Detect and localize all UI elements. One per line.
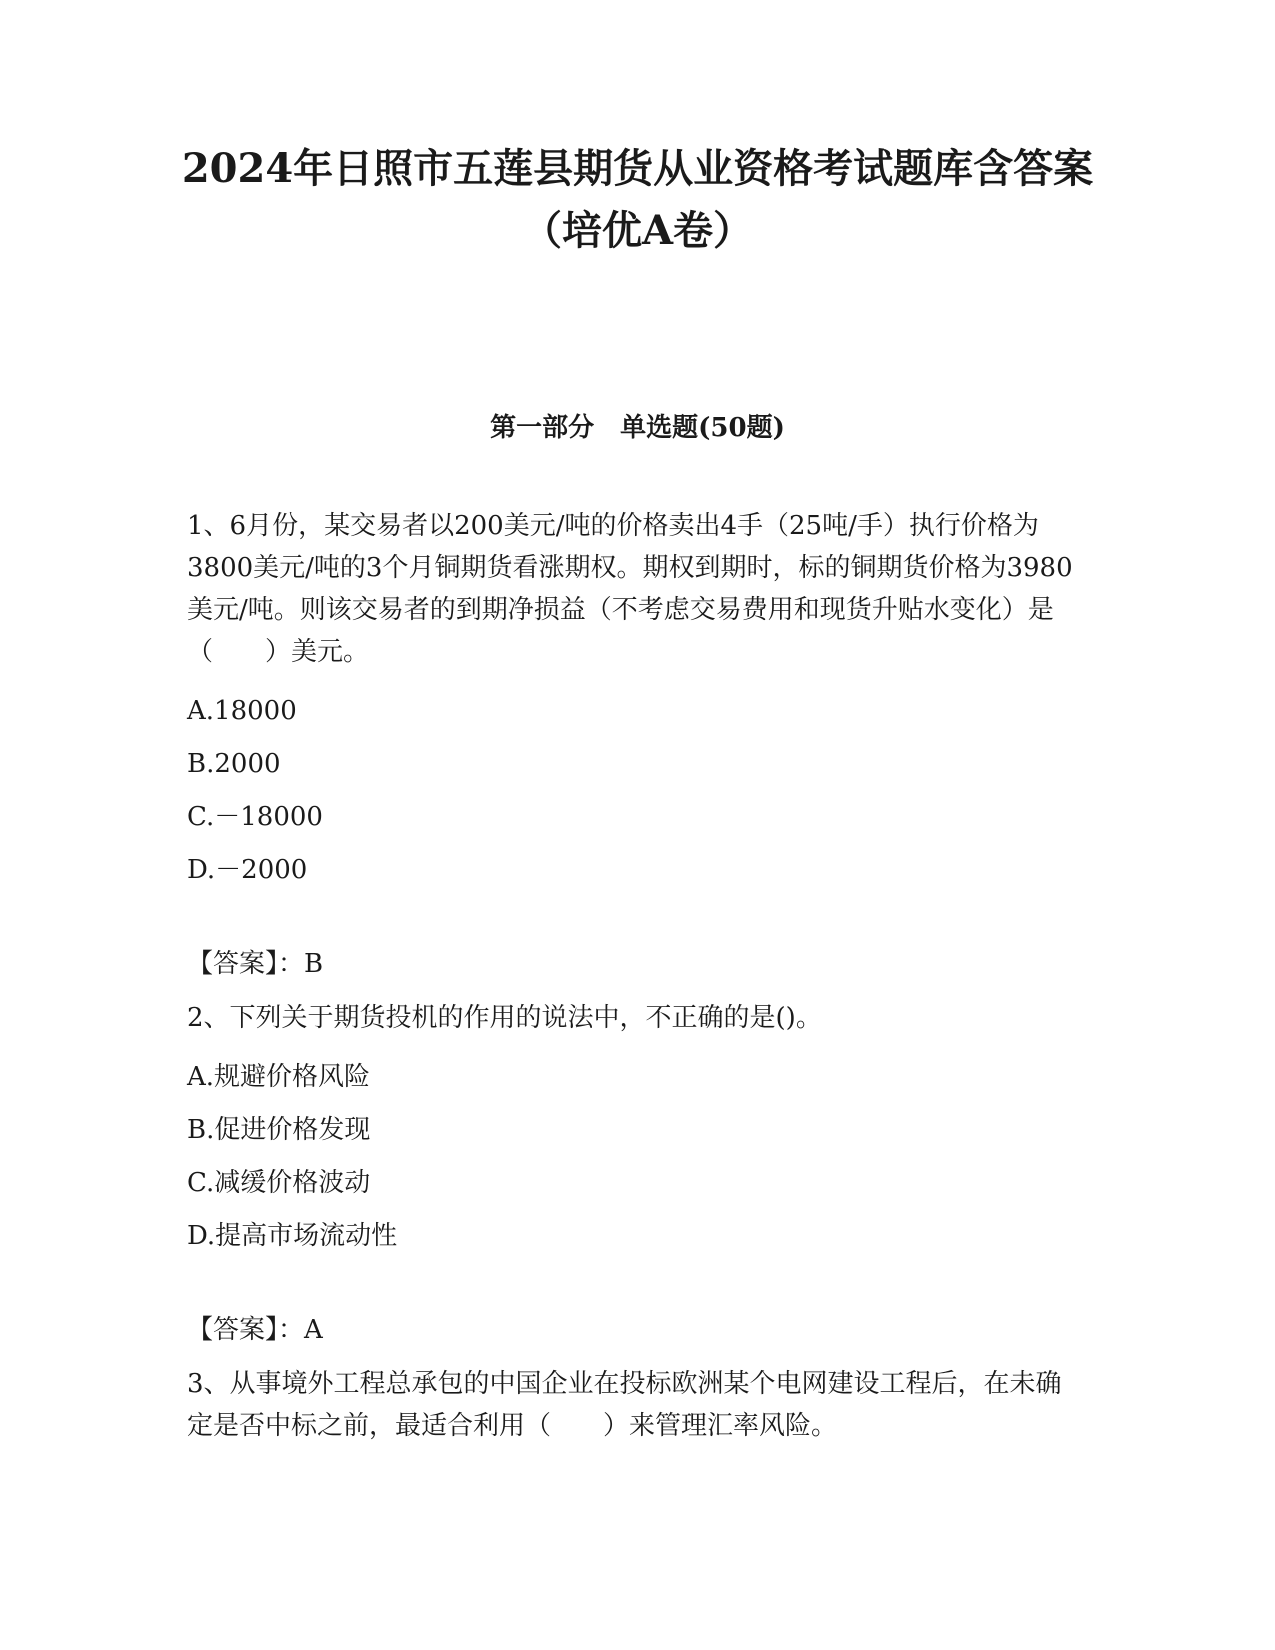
- option-c: C.减缓价格波动: [187, 1168, 371, 1198]
- question-stem: 2、下列关于期货投机的作用的说法中，不正确的是()。: [187, 1003, 822, 1033]
- answer-line: 【答案】：A: [187, 1315, 323, 1345]
- document-title: 2024年日照市五莲县期货从业资格考试题库含答案（培优A卷）: [181, 145, 1094, 254]
- option-b: B.2000: [187, 749, 281, 779]
- option-d: D.－2000: [187, 855, 308, 885]
- option-c: C.－18000: [187, 802, 323, 832]
- section-heading: 第一部分 单选题(50题): [490, 413, 785, 443]
- question-block: [187, 997, 1087, 1345]
- option-a: A.18000: [187, 696, 297, 726]
- option-b: B.促进价格发现: [187, 1115, 371, 1145]
- option-a: A.规避价格风险: [187, 1062, 371, 1092]
- question-stem: 1、6月份，某交易者以200美元/吨的价格卖出4手（25吨/手）执行价格为3800美元/吨的3个月铜期货看涨期权。期权到期时，标的铜期货价格为3980美元/吨。则该交易者的到期净损益（不考虑交易费用和现货升贴水变化）是（ ）美元。: [187, 511, 1073, 667]
- question-block: [187, 505, 1087, 979]
- question-stem: 3、从事境外工程总承包的中国企业在投标欧洲某个电网建设工程后，在未确定是否中标之前，最适合利用（ ）来管理汇率风险。: [187, 1369, 1062, 1441]
- question-block: [187, 1363, 1087, 1447]
- option-d: D.提高市场流动性: [187, 1221, 398, 1251]
- question-list: [187, 505, 1087, 1447]
- answer-line: 【答案】：B: [187, 949, 324, 979]
